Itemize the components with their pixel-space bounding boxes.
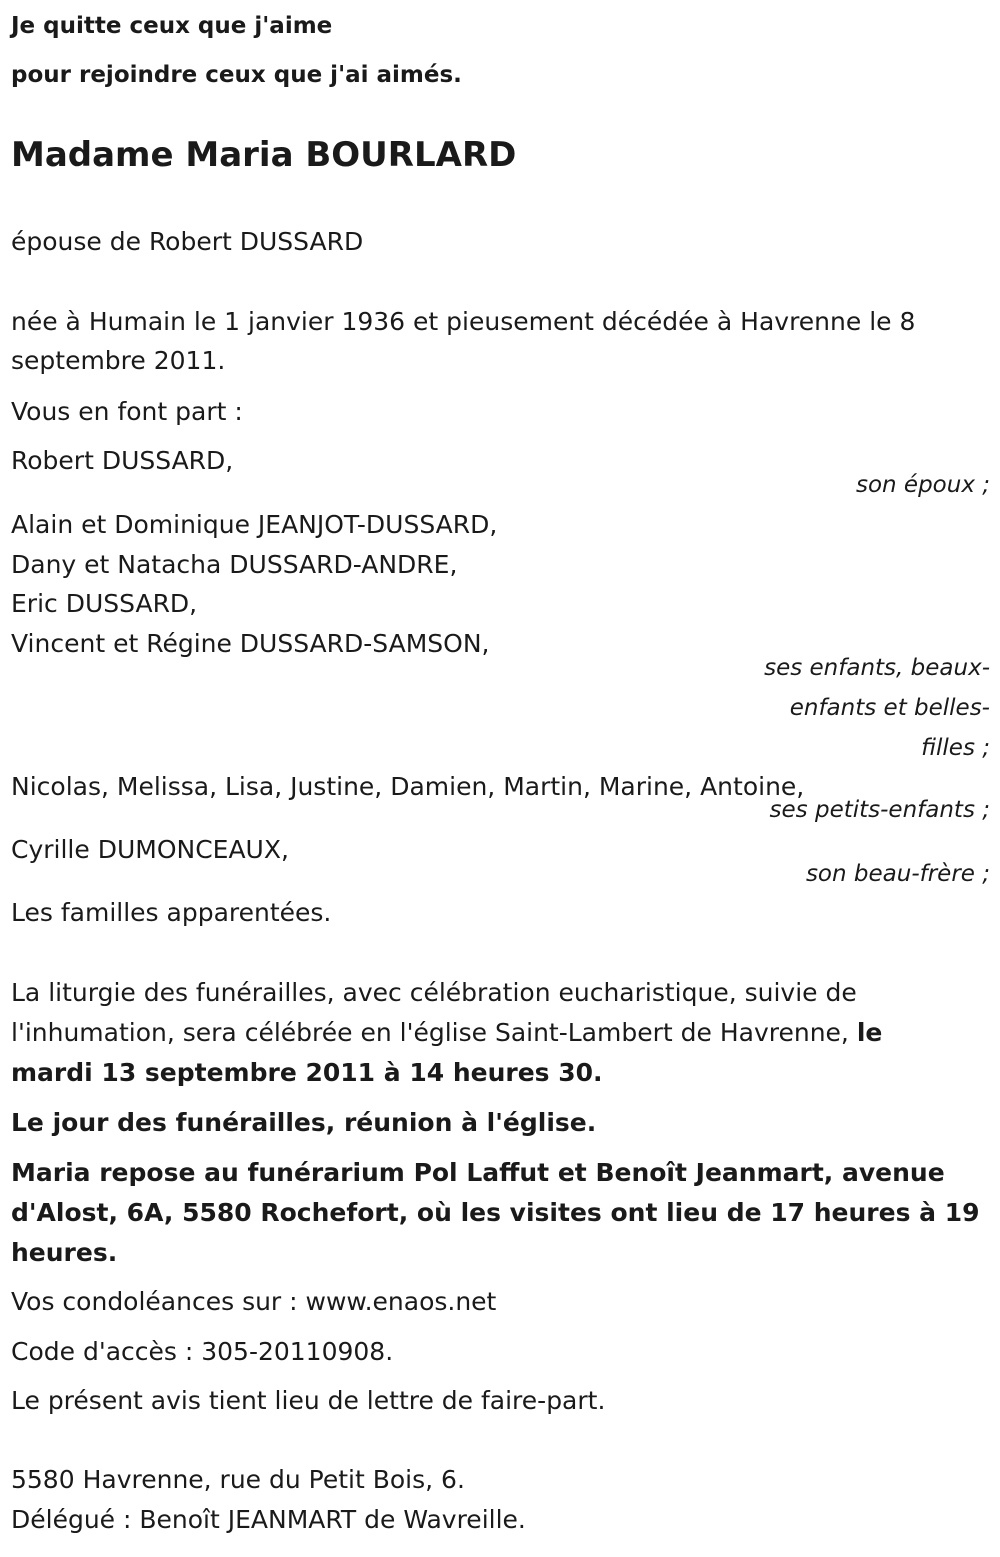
rest-line-1: Maria repose au funérarium Pol Laffut et Benoît Jeanmart, avenue [11, 1158, 945, 1187]
child-4: Vincent et Régine DUSSARD-SAMSON, [11, 629, 490, 658]
quote-line-1: Je quitte ceux que j'aime [11, 13, 333, 39]
condolences-line: Vos condoléances sur : www.enaos.net [11, 1287, 497, 1316]
rest-line-2: d'Alost, 6A, 5580 Rochefort, où les visites ont lieu de 17 heures à 19 [11, 1198, 980, 1227]
delegate-line: Délégué : Benoît JEANMART de Wavreille. [11, 1505, 526, 1534]
role-children-2: enfants et belles- [789, 695, 990, 721]
birth-death-line-2: septembre 2011. [11, 346, 226, 375]
announcers-intro: Vous en font part : [11, 397, 243, 426]
role-spouse: son époux ; [855, 472, 990, 498]
access-code-line: Code d'accès : 305-20110908. [11, 1337, 394, 1366]
funeral-line-2 [11, 1013, 882, 1053]
child-2: Dany et Natacha DUSSARD-ANDRE, [11, 550, 458, 579]
meeting-line: Le jour des funérailles, réunion à l'église. [11, 1108, 597, 1137]
spouse-line: épouse de Robert DUSSARD [11, 227, 364, 256]
rest-line-3: heures. [11, 1238, 118, 1267]
families-line: Les familles apparentées. [11, 898, 332, 927]
child-3: Eric DUSSARD, [11, 589, 198, 618]
funeral-line-2-text: l'inhumation, sera célébrée en l'église Saint-Lambert de Havrenne, [11, 1018, 849, 1047]
address-line: 5580 Havrenne, rue du Petit Bois, 6. [11, 1465, 465, 1494]
brother-in-law: Cyrille DUMONCEAUX, [11, 835, 289, 864]
funeral-line-2-bold: le [856, 1018, 883, 1047]
notice-line: Le présent avis tient lieu de lettre de faire-part. [11, 1386, 606, 1415]
child-1: Alain et Dominique JEANJOT-DUSSARD, [11, 510, 498, 539]
quote-line-2: pour rejoindre ceux que j'ai aimés. [11, 62, 462, 88]
deceased-name: Madame Maria BOURLARD [11, 135, 517, 175]
funeral-line-1: La liturgie des funérailles, avec célébration eucharistique, suivie de [11, 978, 857, 1007]
role-grandchildren: ses petits-enfants ; [769, 797, 990, 823]
role-brother-in-law: son beau-frère ; [805, 861, 990, 887]
announcer-spouse: Robert DUSSARD, [11, 446, 234, 475]
role-children-3: filles ; [921, 735, 990, 761]
birth-death-line-1: née à Humain le 1 janvier 1936 et pieusement décédée à Havrenne le 8 [11, 307, 916, 336]
funeral-date: mardi 13 septembre 2011 à 14 heures 30. [11, 1058, 603, 1087]
grandchildren: Nicolas, Melissa, Lisa, Justine, Damien, Martin, Marine, Antoine, [11, 772, 805, 801]
role-children-1: ses enfants, beaux- [764, 655, 990, 681]
